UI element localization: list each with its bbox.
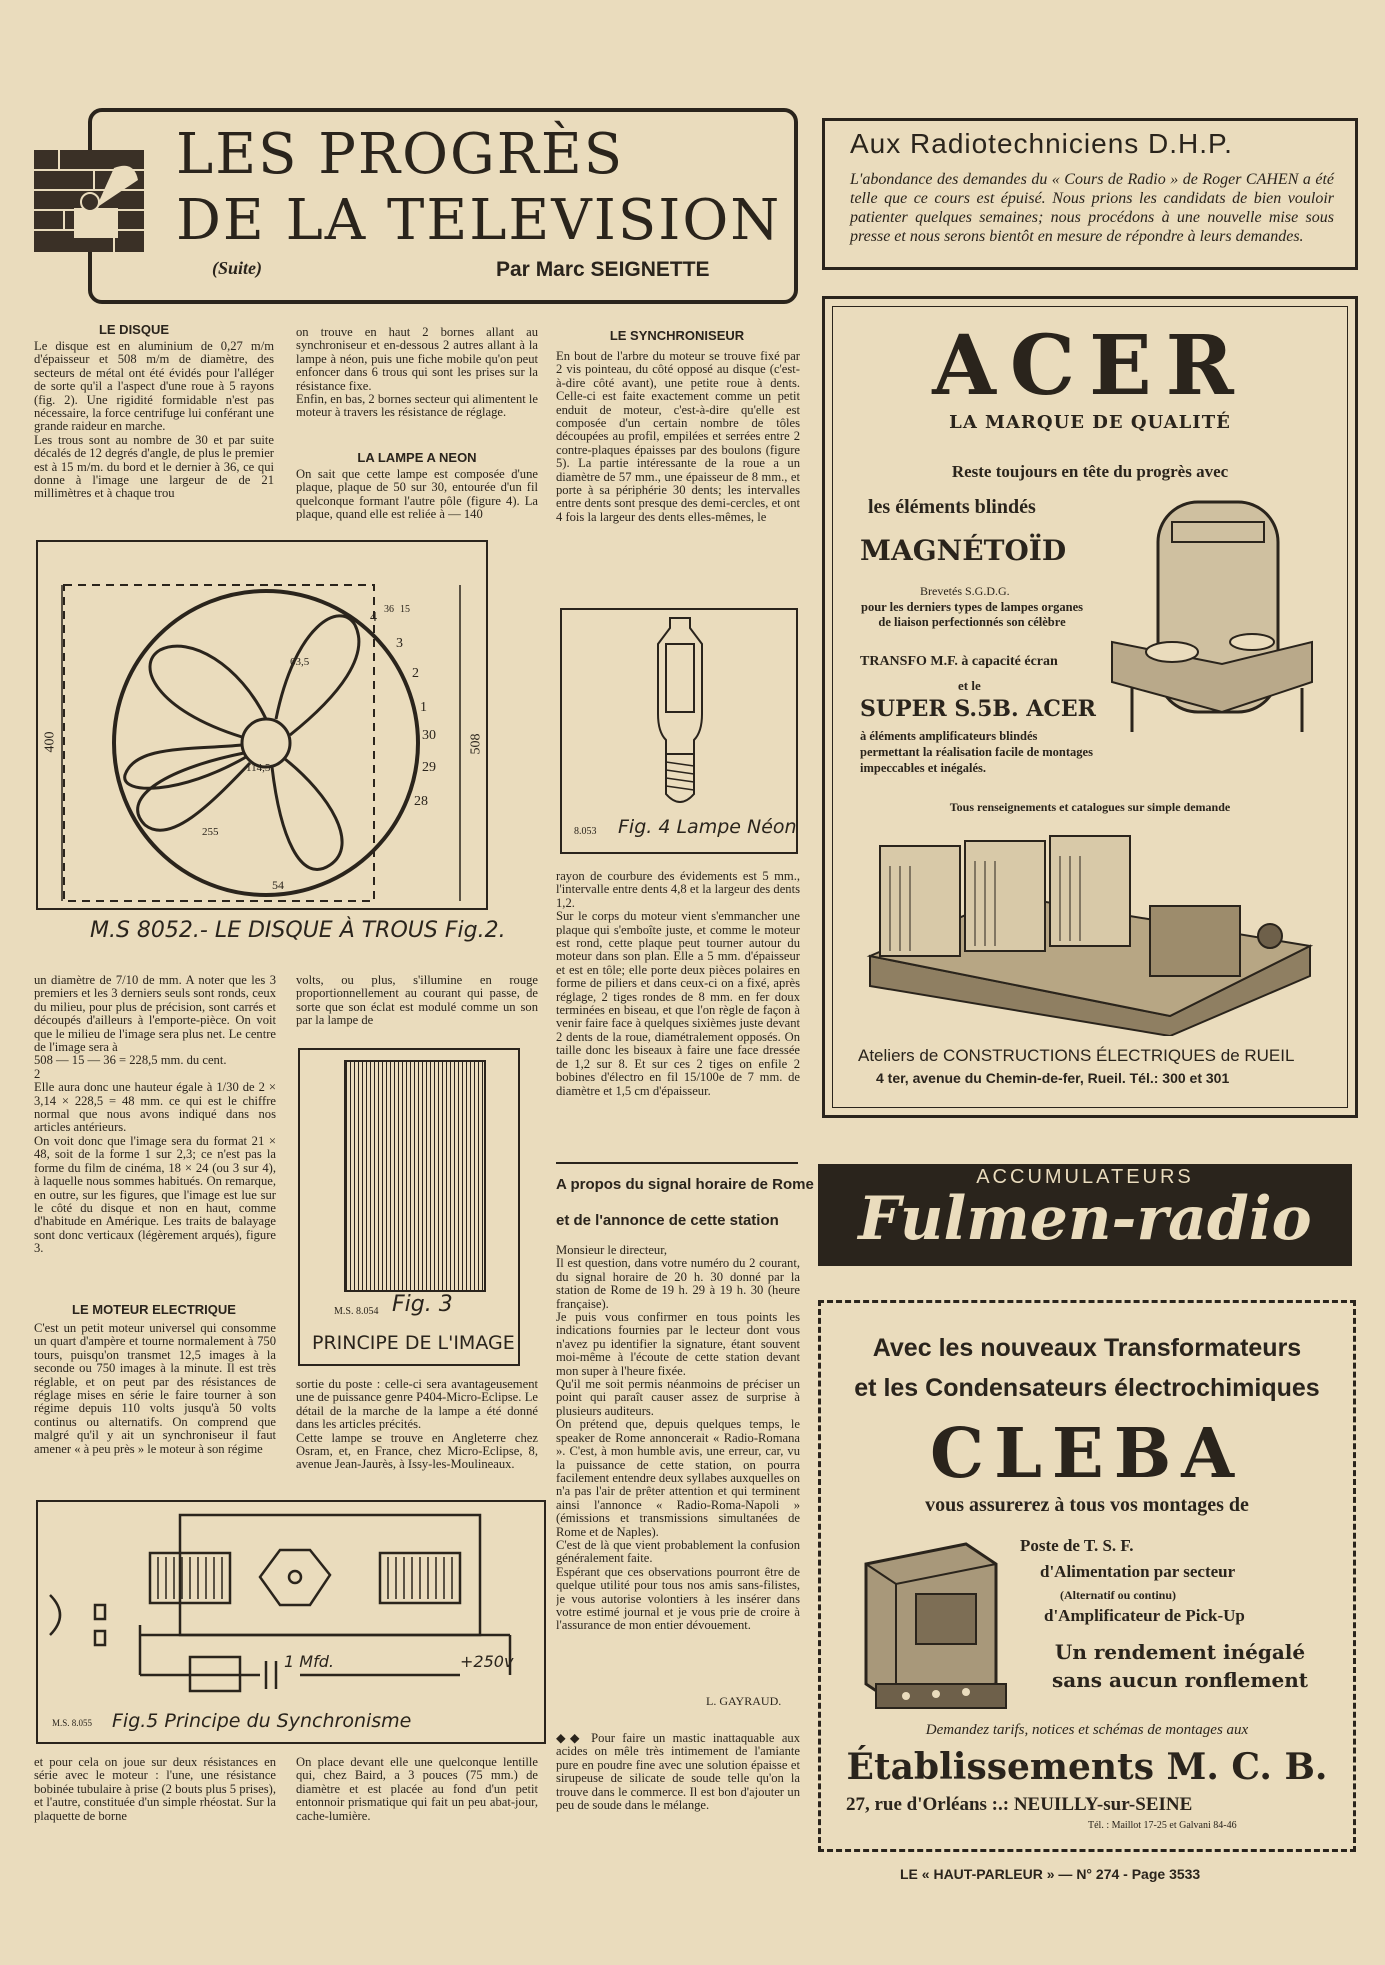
fig2-label-15: 15: [400, 604, 410, 615]
article-title-line2: DE LA TELEVISION: [176, 188, 782, 253]
acer-line2: les éléments blindés: [868, 496, 1036, 518]
cleba-transformer-illustration: [846, 1534, 1016, 1714]
acer-brand: ACER: [932, 318, 1248, 414]
heading-synchroniseur: LE SYNCHRONISEUR: [609, 328, 745, 343]
cleba-p6: sans aucun ronflement: [1051, 1668, 1309, 1692]
cleba-p2: d'Alimentation par secteur: [1040, 1562, 1236, 1581]
fig2-label-36: 36: [384, 604, 394, 615]
cleba-p5: Un rendement inégalé: [1054, 1640, 1306, 1664]
acer-ateliers: Ateliers de CONSTRUCTIONS ÉLECTRIQUES de RUEIL: [858, 1046, 1295, 1065]
rome-signature: L. GAYRAUD.: [706, 1694, 782, 1708]
acer-et: et le: [958, 678, 981, 693]
heading-lampe-neon: LA LAMPE A NEON: [357, 450, 477, 465]
fig2-label-54: 54: [272, 878, 284, 892]
rome-separator: [556, 1162, 798, 1164]
fig4-ref: 8.053: [574, 826, 597, 837]
fig2-label-114-5: 114,5: [246, 762, 271, 774]
fig3-scan-lines: [344, 1060, 486, 1292]
fig3-title: Fig. 3: [392, 1292, 453, 1317]
cleba-line2: et les Condensateurs électrochimiques: [854, 1374, 1320, 1402]
acer-super: SUPER S.5B. ACER: [860, 696, 1096, 722]
col2-text-mid: volts, ou plus, s'illumine en rouge proportionnellement au courant qui passe, de sorte que son éclat est modulé comme un son par la lampe de: [296, 974, 538, 1028]
cleba-line1: Avec les nouveaux Transformateurs: [872, 1334, 1302, 1362]
fig2-label-2: 2: [412, 666, 419, 681]
cleba-brand: CLEBA: [930, 1414, 1244, 1494]
fig4-neon-lamp: [630, 614, 730, 810]
col1-text-mid: un diamètre de 7/10 de mm. A noter que les 3 premiers et les 3 derniers seuls sont ronds, ceux du milieu, pour plus de précision, sont carrés et découpés d'ailleurs à l'emporte-pièce. On voit que le milieu de l'image sera plus net. Le centre de l'image sera à 508 — 15 — 36 = 228,5 mm. du cent. 2 Elle aura donc une hauteur égale à 1/30 de 2 × 3,14 × 228,5 = 48 mm. ce qui est le chiffre normal que nous avons indiqué dans nos articles antérieurs. On voit donc que l'image sera du format 21 × 48, soit de la forme 1 sur 2,3; ce n'est pas la forme du film de cinéma, 18 × 24 (ou 3 sur 4), à laquelle nous sommes habitués. On remarque, en outre, sur les figures, que l'image est lue sur le côté du disque et non en haut, comme d'habitude en Amérique. Les traits de balayage sont donc verticaux (légèrement arqués), figure 3.: [34, 974, 276, 1256]
fig2-caption: M.S 8052.- LE DISQUE À TROUS Fig.2.: [90, 918, 506, 943]
page-footer: LE « HAUT-PARLEUR » — N° 274 - Page 3533: [900, 1866, 1201, 1882]
acer-brevets: Brevetés S.G.D.G.: [920, 584, 1010, 598]
acer-product: MAGNÉTOÏD: [860, 534, 1067, 567]
fig5-circuit-diagram: [40, 1505, 542, 1705]
col2-text-bottom: On place devant elle une quelconque lentille qui, chez Baird, a 3 pouces (75 mm.) de diamètre et est placée au fond d'un petit entonnoir prismatique qui fait un peu abat-jour, cache-lumière.: [296, 1756, 538, 1823]
acer-super-chassis-illustration: [850, 826, 1320, 1036]
acer-renseignements: Tous renseignements et catalogues sur simple demande: [949, 800, 1231, 814]
fig2-label-30: 30: [422, 728, 436, 743]
fulmen-top: ACCUMULATEURS: [976, 1166, 1194, 1188]
fig2-label-29: 29: [422, 760, 436, 775]
col1-text-top: Le disque est en aluminium de 0,27 m/m d'épaisseur et 508 m/m de diamètre, des secteurs de métal ont été évidés pour l'alléger de sorte qu'il a l'aspect d'une roue à 5 rayons (fig. 2). Une rigidité formidable n'est pas nécessaire, la force centrifuge lui conférant une grande raideur en marche. Les trous sont au nombre de 30 et par suite décalés de 12 degrés d'angle, de plus le premier est à 15 m/m. du bord et le dernier à 36, ce qui donne à l'image une largeur de de 21 millimètres et à chaque trou: [34, 340, 274, 501]
cleba-line3: vous assurerez à tous vos montages de: [925, 1494, 1249, 1516]
fig2-label-3: 3: [396, 636, 403, 651]
fig2-label-63-5: 63,5: [290, 656, 310, 668]
fig2-label-28: 28: [414, 794, 428, 809]
article-author: Par Marc SEIGNETTE: [496, 258, 710, 281]
rome-letter-text: Monsieur le directeur, Il est question, dans votre numéro du 2 courant, du signal horaire de 20 h. 30 donné par la station de Rome de 19 h. 29 à 19 h. 30 (heure française). Je puis vous confirmer en tous points les indications fournies par le lecteur dont vous n'avez pu identifier la signature, étant souvent moi-même à l'écoute de cette station devant mon super à l'heure fixée. Qu'il me soit permis néanmoins de préciser un point qui paraît causer assez de surprise à plusieurs auditeurs. On prétend que, depuis quelques temps, le speaker de Rome annoncerait « Radio-Romana ». C'est, à mon humble avis, une erreur, car, vu la puissance de cette station, on pourra facilement entendre deux syllabes auxquelles on n'a pas l'air de prêter attention et qui terminent ainsi l'annonce « Radio-Roma-Napoli » (émissions et transmissions simultanées de Rome et de Naples). C'est de là que vient probablement la confusion généralement faite. Espérant que ces observations pourront être de quelque utilité pour tous nos amis sans-filistes, je vous autorise volontiers à les insérer dans votre estimé journal et je vous prie de croire à l'assurance de mon entier dévouement.: [556, 1244, 800, 1633]
fulmen-brand: Fulmen-radio: [858, 1184, 1312, 1254]
acer-desc: pour les derniers types de lampes organes de liaison perfectionnés son célèbre: [861, 600, 1083, 629]
col1-text-motor: C'est un petit moteur universel qui consomme un quart d'ampère et tourne normalement à 750 tours, puisqu'on transmet 12,5 images à la seconde ou 750 images à la minute. Il est très réglable, et on peut par des résistances de réglage mises en série le faire tourner à son régime depuis 110 volts jusqu'à 50 volts continus ou alternatifs. On comprend que malgré qu'il y ait un synchroniseur il faut amener « à peu près » le moteur à son régime: [34, 1322, 276, 1456]
col2-text-top: on trouve en haut 2 bornes allant au synchroniseur et en-dessous 2 autres allant à la lampe à néon, puis une fiche mobile qu'on peut enfoncer dans 6 trous qui sont les prises sur la résistance fixe. Enfin, en bas, 2 bornes secteur qui alimentent le moteur à travers les résistance de réglage.: [296, 326, 538, 420]
fig3-caption: PRINCIPE DE L'IMAGE: [312, 1332, 515, 1354]
col3-text-top: En bout de l'arbre du moteur se trouve fixé par 2 vis pointeau, du côté opposé au disque (c'est-à-dire côté avant), une petite roue à dents. Celle-ci est faite exactement comme un petit enduit de moteur, c'est-à-dire qu'elle est composée d'un certain nombre de tôles découpées au profil, empilées et serrées entre 2 contre-plaques épaisses par des boulons (figure 5). La partie intéressante de la roue a un diamètre de 57 mm., une épaisseur de 8 mm., et porte à sa périphérie 30 dents; les intervalles entre dents sont presque des demi-cercles, et ont 4 fois la largeur des dents elles-mêmes, le: [556, 350, 800, 524]
cleba-p4: d'Amplificateur de Pick-Up: [1044, 1606, 1245, 1625]
fig5-voltage-label: +250v: [460, 1652, 514, 1671]
cleba-demandez: Demandez tarifs, notices et schémas de montages aux: [925, 1722, 1249, 1738]
cleba-tel: Tél. : Maillot 17-25 et Galvani 84-46: [1088, 1820, 1237, 1831]
cleba-address: 27, rue d'Orléans :.: NEUILLY-sur-SEINE: [846, 1794, 1193, 1815]
col1-text-bottom: et pour cela on joue sur deux résistances en série avec le moteur : l'une, une résistance bobinée tubulaire à prise (2 bouts plus 5 prises), et l'autre, constituée d'un simple rhéostat. Sur la plaquette de borne: [34, 1756, 276, 1823]
cleba-company: Établissements M. C. B.: [846, 1746, 1328, 1788]
article-title-line1: LES PROGRÈS: [176, 122, 625, 187]
fig5-ref: M.S. 8.055: [52, 1718, 93, 1728]
heading-moteur-electrique: LE MOTEUR ELECTRIQUE: [72, 1302, 236, 1317]
article-suite: (Suite): [212, 258, 263, 278]
rome-title-line1: A propos du signal horaire de Rome: [556, 1176, 814, 1193]
col2-text-low: sortie du poste : celle-ci sera avantageusement une de puissance genre P404-Micro-Eclipse. Le détail de la marche de la lampe a été donné dans les articles précités. Cette lampe se trouve en Angleterre chez Osram, et, en France, chez Micro-Eclipse, 8, avenue Jean-Jaurès, à Issy-les-Moulineaux.: [296, 1378, 538, 1472]
acer-address: 4 ter, avenue du Chemin-de-fer, Rueil. Tél.: 300 et 301: [876, 1070, 1230, 1086]
cleba-p1: Poste de T. S. F.: [1020, 1536, 1134, 1555]
dhp-title: Aux Radiotechniciens D.H.P.: [850, 128, 1233, 159]
fig2-label-4: 4: [370, 610, 377, 625]
fig2-disc-diagram: [40, 545, 484, 905]
col3-text-mid: rayon de courbure des évidements est 5 mm., l'intervalle entre dents 4,8 et la largeur des dents 1,2. Sur le corps du moteur vient s'emmancher une plaque qui s'emboîte juste, et comme le moteur est rond, cette plaque peut tourner autour du moteur dans son plan. Elle a 5 mm. d'épaisseur et est en tôle; elle porte deux pièces polaires en forme de piliers et dans ceux-ci on a fixé, après réglage, 2 tiges rondes de 8 mm. en fer doux terminées en biseau, et que l'on règle de façon à venir faire face à quelques sixièmes juste devant 2 dents de la roue, diamétralement opposés. On taille donc les biseaux à faire une face dressée de 1,2 sur 8. Et sur ces 2 tiges on enfile 2 bobines d'électro en fil 15/100e de 7 mm. de diamètre et 1,5 cm d'épaisseur.: [556, 870, 800, 1098]
rome-title-line2: et de l'annonce de cette station: [556, 1212, 779, 1229]
fig2-label-1: 1: [420, 700, 427, 715]
acer-tagline: LA MARQUE DE QUALITÉ: [949, 412, 1231, 433]
acer-transfo: TRANSFO M.F. à capacité écran: [860, 654, 1058, 669]
gramophone-logo: [34, 150, 144, 252]
mastic-note: ◆◆ Pour faire un mastic inattaquable aux acides on mêle très intimement de l'amiante pure en poudre fine avec une solution épaisse et sirupeuse de silicate de soude telle qu'on la trouve dans le commerce. Il est bon d'ajouter un peu de soude dans le mélange.: [556, 1732, 800, 1813]
fig2-label-508: 508: [468, 733, 484, 755]
fig5-caption: Fig.5 Principe du Synchronisme: [112, 1710, 412, 1732]
fig2-label-400: 400: [42, 731, 58, 753]
col2-text-neon: On sait que cette lampe est composée d'une plaque, plaque de 50 sur 30, entourée d'un fil quelconque formant l'autre pôle (figure 4). La plaque, quand elle est reliée à — 140: [296, 468, 538, 522]
heading-le-disque: LE DISQUE: [98, 322, 170, 337]
fig3-ref: M.S. 8.054: [334, 1306, 379, 1317]
acer-desc2: à éléments amplificateurs blindés permettant la réalisation facile de montages impeccables et inégalés.: [860, 729, 1093, 775]
dhp-text: L'abondance des demandes du « Cours de Radio » de Roger CAHEN a été telle que ce cours est épuisé. Nous prions les candidats de bien vouloir patienter quelques semaines; nous procédons à une nouvelle mise sous presse et nous serons bientôt en mesure de répondre à leurs demandes.: [850, 171, 1334, 245]
magnetoid-shield-illustration: [1102, 492, 1322, 752]
cleba-p3: (Alternatif ou continu): [1060, 1588, 1176, 1602]
fig5-capacitor-label: 1 Mfd.: [284, 1652, 334, 1671]
fig2-label-255: 255: [202, 826, 219, 838]
fig4-caption: Fig. 4 Lampe Néon: [618, 816, 797, 838]
acer-line1: Reste toujours en tête du progrès avec: [951, 462, 1229, 481]
